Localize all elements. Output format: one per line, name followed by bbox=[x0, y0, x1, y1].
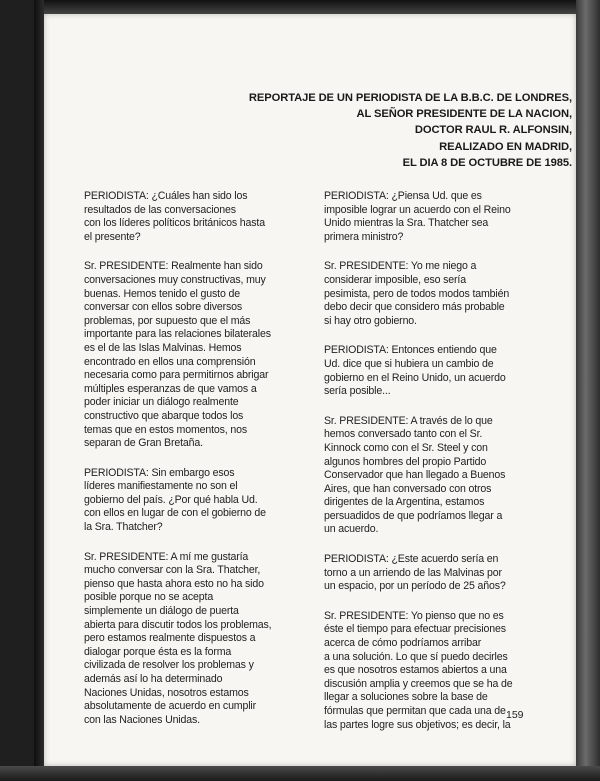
paragraph: PERIODISTA: Entonces entiendo que Ud. dice que si hubiera un cambio de gobierno en el Reino Unido, un acuerdo sería posible... bbox=[324, 344, 506, 398]
document-header bbox=[194, 90, 572, 171]
paragraph: PERIODISTA: ¿Cuáles han sido los resultados de las conversaciones con los líderes políticos británicos hasta el presente? bbox=[84, 190, 265, 243]
paragraph: Sr. PRESIDENTE: Yo me niego a considerar imposible, eso sería pesimista, pero de todos modos también debo decir que considero más probable si hay otro gobierno. bbox=[324, 260, 510, 327]
paragraph: Sr. PRESIDENTE: Yo pienso que no es éste el tiempo para efectuar precisiones acerca de cómo podríamos arribar a una solución. Lo que sí puedo decirles es que nosotros estamos abiertos a una discusión amplia y creemos que se ha de llegar a soluciones sobre la base de fórmulas que permitan que cada una de las partes logre sus objetivos; es decir, la bbox=[324, 609, 513, 731]
page-number: 159 bbox=[506, 709, 524, 721]
right-column bbox=[324, 190, 554, 748]
document-page bbox=[44, 14, 576, 766]
paragraph: Sr. PRESIDENTE: Realmente han sido conversaciones muy constructivas, muy buenas. Hemos tenido el gusto de conversar con ellos sobre diversos problemas, por supuesto que el más importante para las relaciones bilaterales es el de las Islas Malvinas. Hemos encontrado en ellos una comprensión necesaria como para permitirnos abrigar múltiples esperanzas de que vamos a poder iniciar un diálogo realmente constructivo que abarque todos los temas que en estos momentos, nos separan de Gran Bretaña. bbox=[84, 260, 271, 450]
scan-top-edge bbox=[44, 0, 576, 14]
header-line: AL SEÑOR PRESIDENTE DE LA NACION, bbox=[356, 108, 572, 121]
header-line: REPORTAJE DE UN PERIODISTA DE LA B.B.C. DE LONDRES, bbox=[248, 92, 572, 104]
scan-bottom-edge bbox=[0, 766, 600, 781]
paragraph: Sr. PRESIDENTE: A mí me gustaría mucho conversar con la Sra. Thatcher, pienso que hasta ahora esto no ha sido posible porque no se acepta simplemente un diálogo de puerta abierta para discutir todos los problemas, pero estamos realmente dispuestos a dialogar porque ésta es la forma civilizada de resolver los problemas y además así lo ha determinado Naciones Unidas, nosotros estamos absolutamente de acuerdo en cumplir con las Naciones Unidas. bbox=[84, 550, 272, 726]
scan-right-edge bbox=[576, 0, 600, 781]
paragraph: PERIODISTA: ¿Este acuerdo sería en torno a un arriendo de las Malvinas por un espacio, por un período de 25 años? bbox=[324, 553, 506, 593]
book-spine-shadow bbox=[34, 0, 44, 781]
header-line: REALIZADO EN MADRID, bbox=[439, 140, 572, 153]
paragraph: PERIODISTA: ¿Piensa Ud. que es imposible lograr un acuerdo con el Reino Unido mientras la Sra. Thatcher sea primera ministro? bbox=[324, 190, 511, 243]
header-line: EL DIA 8 DE OCTUBRE DE 1985. bbox=[402, 156, 572, 169]
paragraph: PERIODISTA: Sin embargo esos líderes manifiestamente no son el gobierno del país. ¿Por qué habla Ud. con ellos en lugar de con el gobierno de la Sra. Thatcher? bbox=[84, 466, 266, 534]
paragraph: Sr. PRESIDENTE: A través de lo que hemos conversado tanto con el Sr. Kinnock como con el Sr. Steel y con algunos hombres del propio Partido Conservador que han llegado a Buenos Aires, que han conversado con otros dirigentes de la Argentina, estamos persuadidos de que podríamos llegar a un acuerdo. bbox=[324, 414, 506, 536]
left-column bbox=[84, 190, 320, 743]
header-line: DOCTOR RAUL R. ALFONSIN, bbox=[414, 124, 572, 137]
